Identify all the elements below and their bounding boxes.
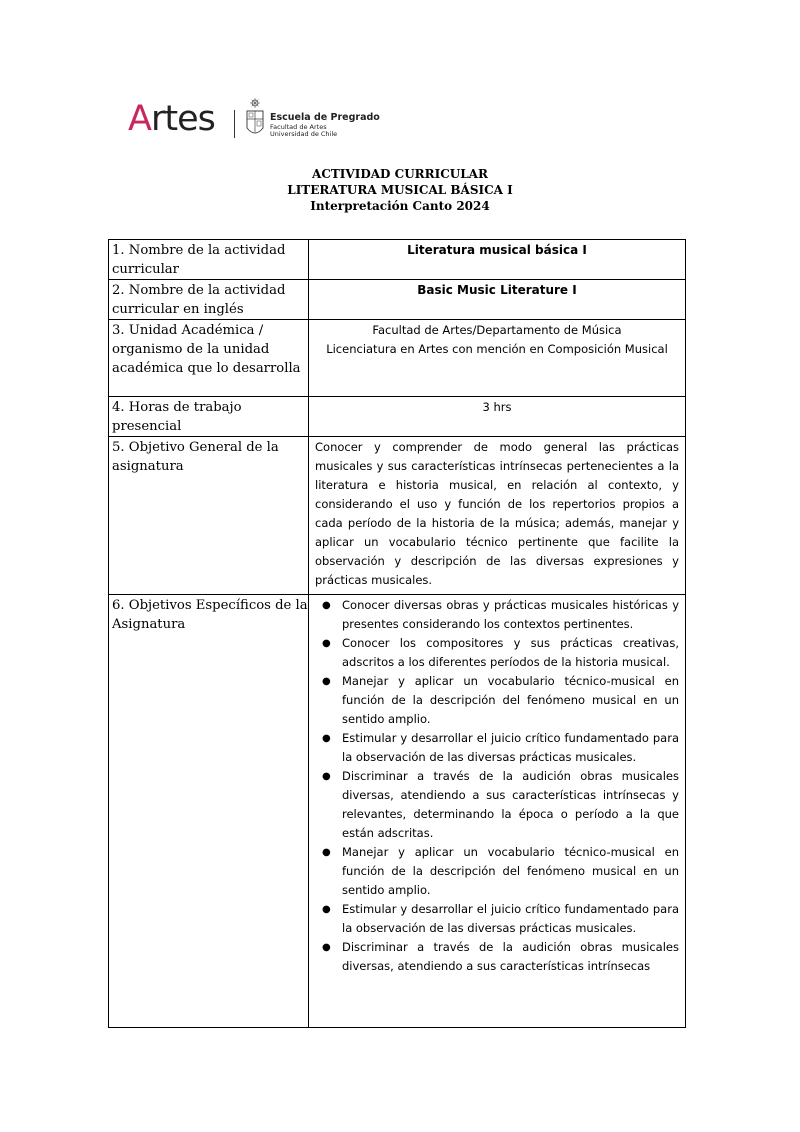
table-row	[109, 280, 686, 320]
row-value	[309, 595, 686, 1028]
logo-text	[270, 113, 380, 138]
list-item	[315, 843, 679, 900]
list-item-text: Conocer diversas obras y prácticas musicales históricas y presentes considerando los contextos pertinentes.	[342, 598, 679, 631]
row-value	[309, 320, 686, 397]
list-item	[315, 672, 679, 729]
list-item	[315, 767, 679, 843]
list-item-text: Manejar y aplicar un vocabulario técnico-musical en función de la descripción del fenómeno musical en un sentido amplio.	[342, 674, 679, 726]
row-value-line-1: Facultad de Artes/Departamento de Música	[372, 323, 622, 337]
curricular-activity-table	[108, 239, 686, 1028]
list-item-text: Conocer los compositores y sus prácticas creativas, adscritos a los diferentes períodos de la historia musical.	[342, 636, 679, 669]
list-item-text: Manejar y aplicar un vocabulario técnico-musical en función de la descripción del fenómeno musical en un sentido amplio.	[342, 845, 679, 897]
bullet-icon: ●	[322, 771, 331, 782]
table-row	[109, 595, 686, 1028]
logo-wordmark	[128, 99, 215, 139]
logo-wordmark-rest: rtes	[150, 99, 215, 139]
row-value: Basic Music Literature I	[309, 280, 686, 320]
row-value: Literatura musical básica I	[309, 240, 686, 280]
bullet-icon: ●	[322, 638, 331, 649]
row-label: 6. Objetivos Específicos de la Asignatura	[109, 595, 309, 1028]
logo-university-name: Universidad de Chile	[270, 130, 338, 138]
row-label: 1. Nombre de la actividad curricular	[109, 240, 309, 280]
list-item	[315, 596, 679, 634]
bullet-icon: ●	[322, 847, 331, 858]
list-item	[315, 900, 679, 938]
row-label: 3. Unidad Académica / organismo de la unidad académica que lo desarrolla	[109, 320, 309, 397]
row-label: 2. Nombre de la actividad curricular en inglés	[109, 280, 309, 320]
document-heading	[0, 166, 800, 214]
bullet-icon: ●	[322, 733, 331, 744]
list-item	[315, 634, 679, 672]
heading-line-3: Interpretación Canto 2024	[310, 199, 490, 213]
logo-school-name: Escuela de Pregrado	[270, 112, 380, 123]
university-seal-icon	[244, 98, 266, 142]
heading-line-1: ACTIVIDAD CURRICULAR	[312, 167, 488, 181]
list-item-text: Discriminar a través de la audición obras musicales diversas, atendiendo a sus características intrínsecas	[342, 940, 679, 973]
row-label: 4. Horas de trabajo presencial	[109, 397, 309, 437]
specific-objectives-list	[315, 596, 679, 976]
logo-faculty-name: Facultad de Artes	[270, 122, 327, 131]
table-row	[109, 437, 686, 595]
artes-logo	[128, 96, 388, 146]
list-item	[315, 729, 679, 767]
table-row	[109, 320, 686, 397]
bullet-icon: ●	[322, 600, 331, 611]
row-value: Conocer y comprender de modo general las prácticas musicales y sus características intrínsecas pertenecientes a la literatura e historia musical, en relación al contexto, y considerando el uso y función de los repertorios propios a cada período de la historia de la música; además, manejar y aplicar un vocabulario técnico pertinente que facilite la observación y descripción de las diversas expresiones y prácticas musicales.	[309, 437, 686, 595]
list-item-text: Estimular y desarrollar el juicio crítico fundamentado para la observación de las diversas prácticas musicales.	[342, 731, 679, 764]
list-item-text: Discriminar a través de la audición obras musicales diversas, atendiendo a sus características intrínsecas y relevantes, determinando la época o período a la que están adscritas.	[342, 769, 679, 840]
list-item	[315, 938, 679, 976]
row-label: 5. Objetivo General de la asignatura	[109, 437, 309, 595]
row-value-line-2: Licenciatura en Artes con mención en Composición Musical	[326, 342, 668, 356]
bullet-icon: ●	[322, 904, 331, 915]
row-value: 3 hrs	[309, 397, 686, 437]
table-row	[109, 240, 686, 280]
heading-line-2: LITERATURA MUSICAL BÁSICA I	[287, 183, 513, 197]
table-row	[109, 397, 686, 437]
list-item-text: Estimular y desarrollar el juicio crítico fundamentado para la observación de las diversas prácticas musicales.	[342, 902, 679, 935]
bullet-icon: ●	[322, 942, 331, 953]
logo-separator	[234, 110, 235, 138]
logo-accent-letter: A	[128, 99, 151, 139]
bullet-icon: ●	[322, 676, 331, 687]
